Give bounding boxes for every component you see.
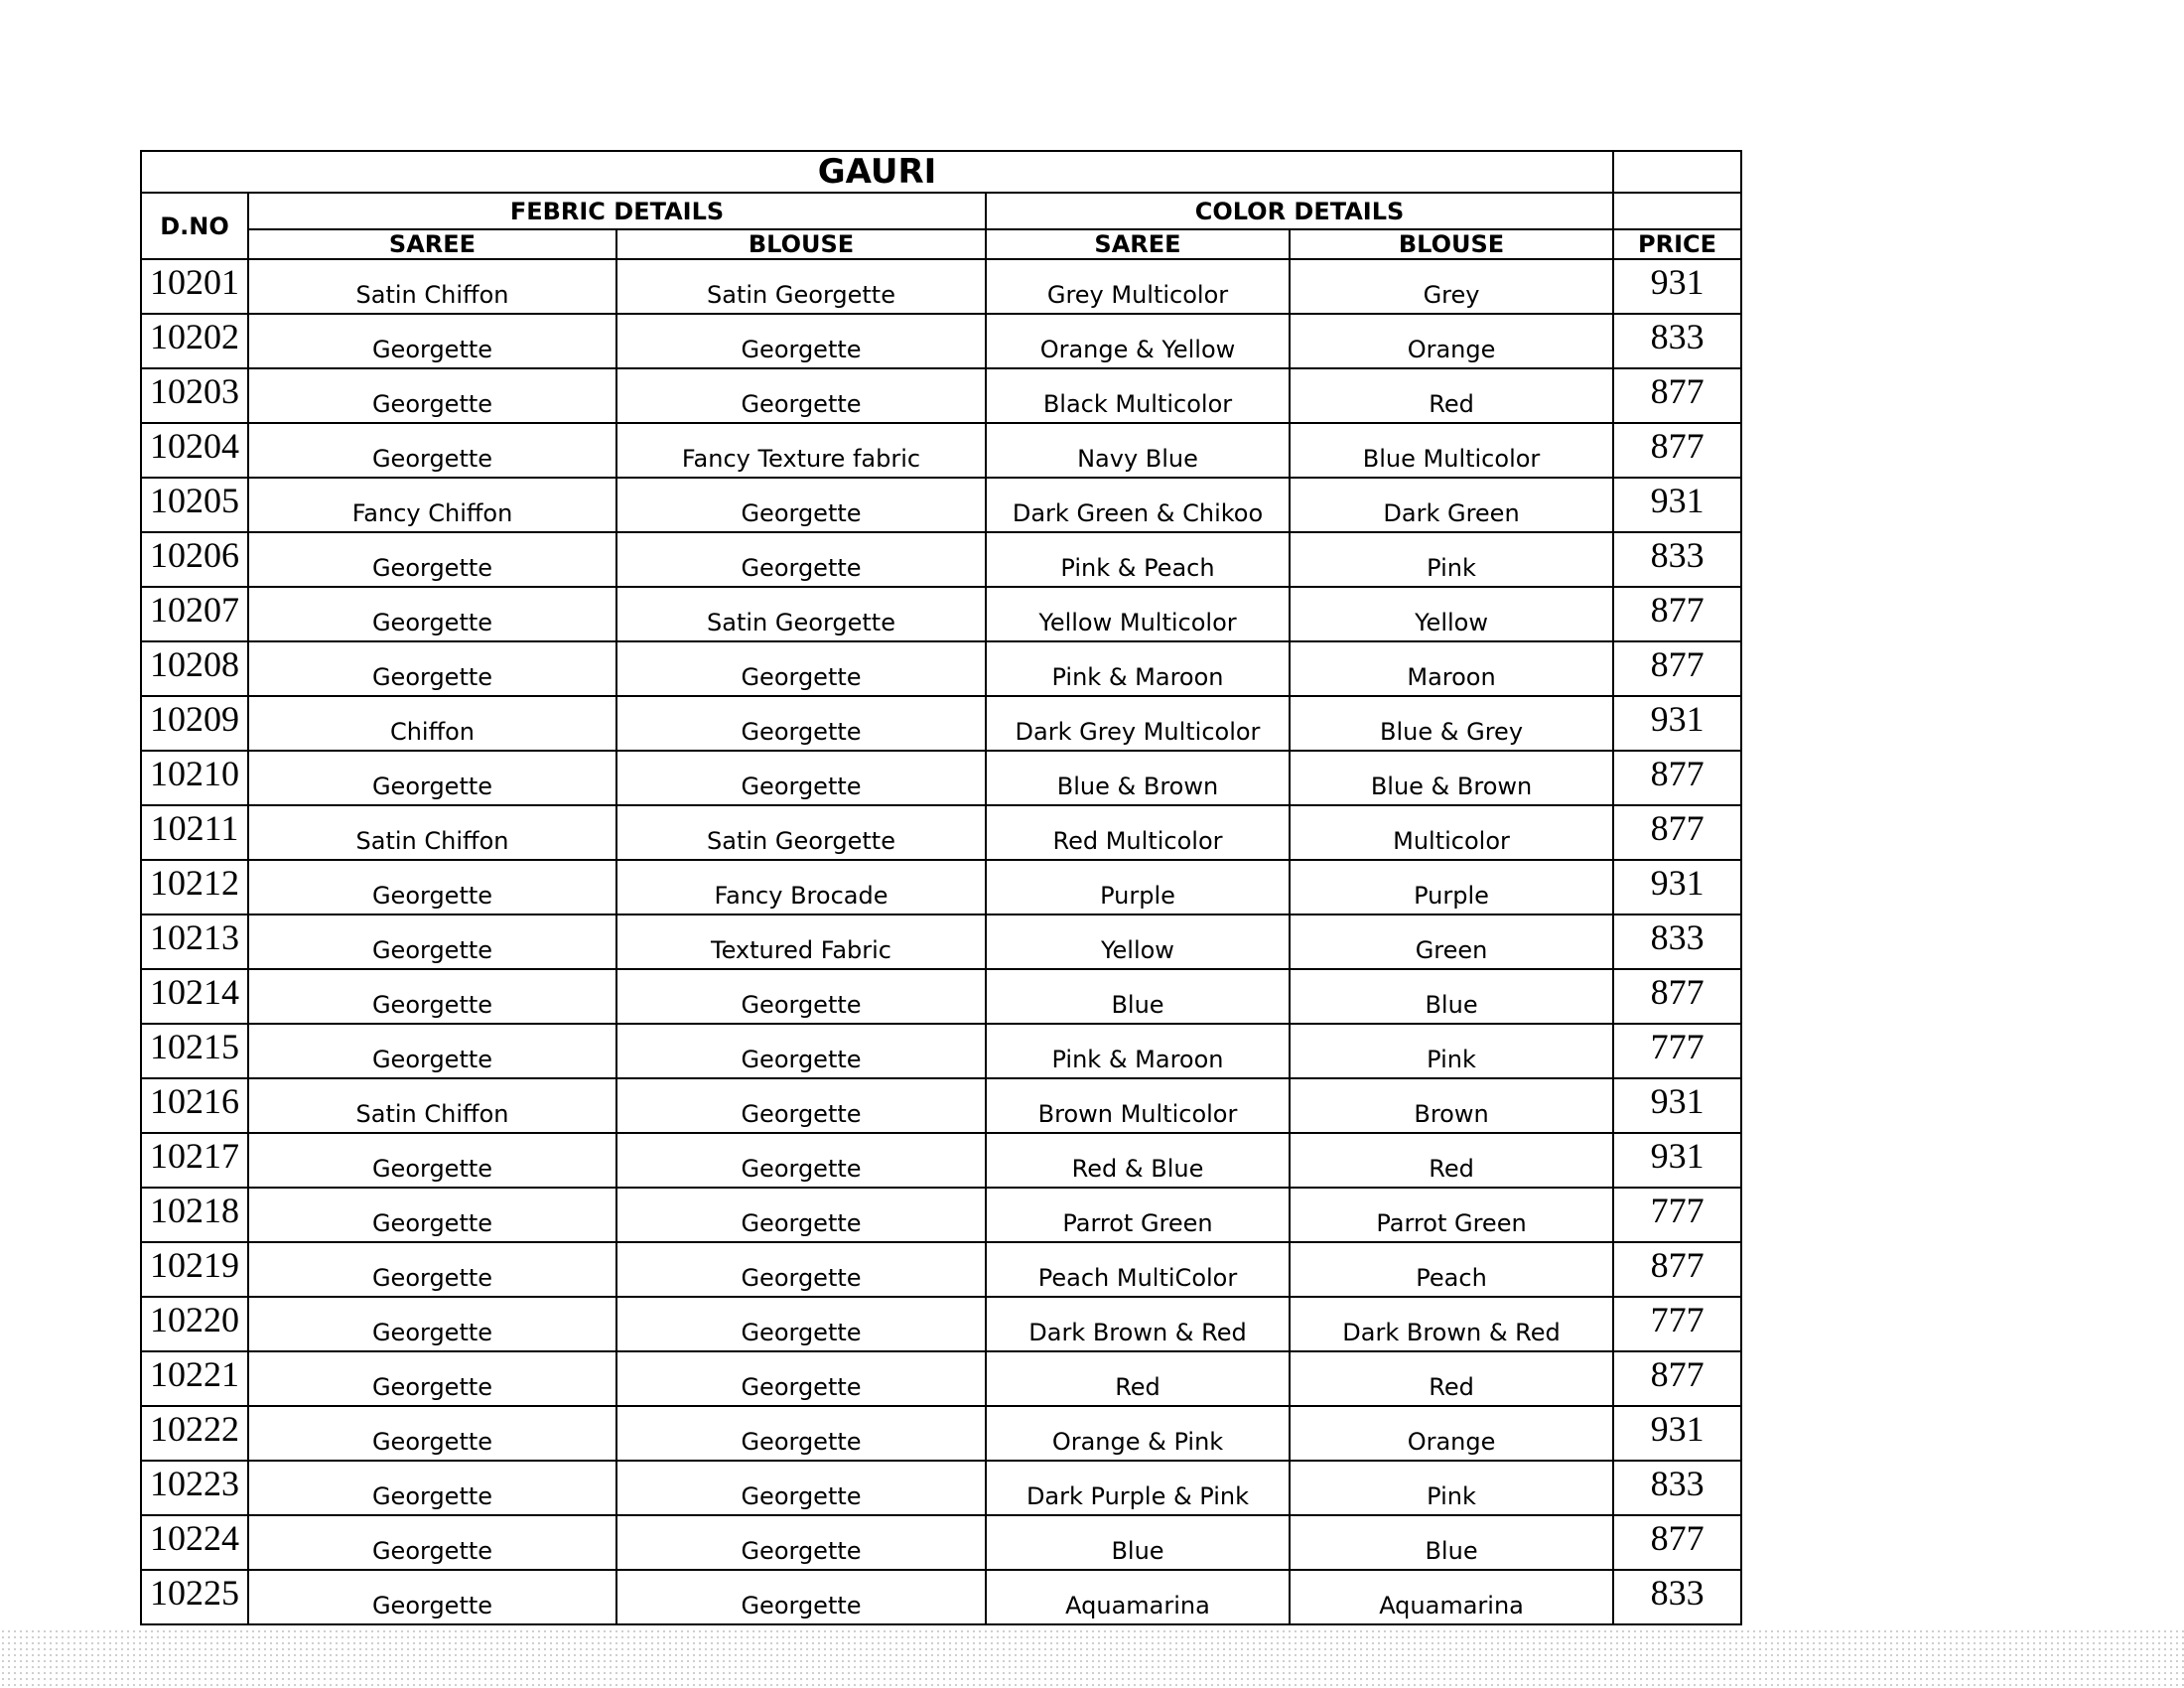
- cell-fabric-saree: Georgette: [248, 1188, 616, 1242]
- cell-price: 931: [1613, 1133, 1741, 1188]
- cell-fabric-blouse: Georgette: [616, 1406, 986, 1461]
- cell-color-blouse: Yellow: [1290, 587, 1613, 641]
- cell-fabric-blouse: Georgette: [616, 368, 986, 423]
- cell-fabric-blouse: Satin Georgette: [616, 259, 986, 314]
- cell-fabric-saree: Georgette: [248, 1024, 616, 1078]
- cell-dno: 10219: [141, 1242, 248, 1297]
- cell-price: 777: [1613, 1188, 1741, 1242]
- cell-fabric-blouse: Textured Fabric: [616, 914, 986, 969]
- cell-color-saree: Dark Purple & Pink: [986, 1461, 1290, 1515]
- cell-fabric-blouse: Georgette: [616, 751, 986, 805]
- cell-price: 777: [1613, 1024, 1741, 1078]
- cell-fabric-saree: Satin Chiffon: [248, 805, 616, 860]
- cell-dno: 10207: [141, 587, 248, 641]
- cell-color-blouse: Blue Multicolor: [1290, 423, 1613, 478]
- table-row: [141, 368, 1741, 423]
- cell-dno: 10202: [141, 314, 248, 368]
- table-row: [141, 805, 1741, 860]
- cell-fabric-blouse: Georgette: [616, 1242, 986, 1297]
- cell-price: 833: [1613, 1570, 1741, 1624]
- header-fabric-blouse: BLOUSE: [616, 229, 986, 259]
- cell-fabric-blouse: Georgette: [616, 1133, 986, 1188]
- table-row: [141, 1461, 1741, 1515]
- table-row: [141, 314, 1741, 368]
- cell-fabric-saree: Georgette: [248, 1406, 616, 1461]
- header-color-saree: SAREE: [986, 229, 1290, 259]
- cell-color-saree: Blue: [986, 1515, 1290, 1570]
- cell-dno: 10222: [141, 1406, 248, 1461]
- table-body: [141, 259, 1741, 1624]
- header-price: PRICE: [1613, 229, 1741, 259]
- cell-fabric-blouse: Georgette: [616, 1461, 986, 1515]
- cell-fabric-blouse: Georgette: [616, 1297, 986, 1351]
- cell-color-blouse: Red: [1290, 1133, 1613, 1188]
- cell-color-saree: Blue & Brown: [986, 751, 1290, 805]
- cell-color-saree: Yellow Multicolor: [986, 587, 1290, 641]
- cell-fabric-saree: Georgette: [248, 969, 616, 1024]
- table-row: [141, 1133, 1741, 1188]
- cell-price: 877: [1613, 1242, 1741, 1297]
- header-fabric-saree: SAREE: [248, 229, 616, 259]
- table-row: [141, 423, 1741, 478]
- cell-fabric-blouse: Satin Georgette: [616, 587, 986, 641]
- cell-color-saree: Peach MultiColor: [986, 1242, 1290, 1297]
- header-color-details: COLOR DETAILS: [986, 193, 1613, 229]
- cell-color-blouse: Maroon: [1290, 641, 1613, 696]
- cell-fabric-blouse: Georgette: [616, 1515, 986, 1570]
- cell-fabric-blouse: Georgette: [616, 1078, 986, 1133]
- cell-fabric-saree: Georgette: [248, 587, 616, 641]
- cell-price: 833: [1613, 1461, 1741, 1515]
- cell-fabric-blouse: Georgette: [616, 314, 986, 368]
- cell-price: 877: [1613, 368, 1741, 423]
- cell-fabric-blouse: Georgette: [616, 696, 986, 751]
- cell-dno: 10201: [141, 259, 248, 314]
- cell-dno: 10203: [141, 368, 248, 423]
- cell-color-saree: Pink & Maroon: [986, 641, 1290, 696]
- cell-fabric-saree: Georgette: [248, 751, 616, 805]
- cell-dno: 10204: [141, 423, 248, 478]
- cell-color-blouse: Blue: [1290, 1515, 1613, 1570]
- cell-dno: 10213: [141, 914, 248, 969]
- footer-dot-pattern: [0, 1628, 2184, 1688]
- cell-fabric-saree: Georgette: [248, 1133, 616, 1188]
- cell-dno: 10214: [141, 969, 248, 1024]
- cell-fabric-saree: Georgette: [248, 1461, 616, 1515]
- cell-fabric-saree: Satin Chiffon: [248, 259, 616, 314]
- cell-dno: 10221: [141, 1351, 248, 1406]
- cell-price: 877: [1613, 1515, 1741, 1570]
- table-row: [141, 532, 1741, 587]
- cell-price: 777: [1613, 1297, 1741, 1351]
- cell-color-blouse: Dark Green: [1290, 478, 1613, 532]
- table-title: GAURI: [141, 151, 1613, 193]
- cell-color-blouse: Red: [1290, 368, 1613, 423]
- cell-dno: 10216: [141, 1078, 248, 1133]
- cell-color-blouse: Blue & Brown: [1290, 751, 1613, 805]
- table-row: [141, 1570, 1741, 1624]
- title-blank-cell: [1613, 151, 1741, 193]
- cell-fabric-blouse: Georgette: [616, 478, 986, 532]
- table-row: [141, 587, 1741, 641]
- cell-dno: 10218: [141, 1188, 248, 1242]
- table-row: [141, 751, 1741, 805]
- cell-dno: 10212: [141, 860, 248, 914]
- cell-fabric-blouse: Fancy Texture fabric: [616, 423, 986, 478]
- cell-fabric-saree: Georgette: [248, 914, 616, 969]
- cell-color-saree: Orange & Yellow: [986, 314, 1290, 368]
- header-febric-details: FEBRIC DETAILS: [248, 193, 986, 229]
- cell-dno: 10223: [141, 1461, 248, 1515]
- cell-color-blouse: Orange: [1290, 1406, 1613, 1461]
- cell-dno: 10224: [141, 1515, 248, 1570]
- cell-price: 877: [1613, 587, 1741, 641]
- cell-dno: 10206: [141, 532, 248, 587]
- cell-dno: 10217: [141, 1133, 248, 1188]
- cell-dno: 10225: [141, 1570, 248, 1624]
- cell-color-blouse: Pink: [1290, 1461, 1613, 1515]
- cell-price: 833: [1613, 914, 1741, 969]
- cell-fabric-blouse: Fancy Brocade: [616, 860, 986, 914]
- cell-color-saree: Purple: [986, 860, 1290, 914]
- cell-fabric-saree: Georgette: [248, 314, 616, 368]
- cell-price: 931: [1613, 860, 1741, 914]
- cell-color-blouse: Blue & Grey: [1290, 696, 1613, 751]
- cell-fabric-saree: Georgette: [248, 1515, 616, 1570]
- cell-price: 877: [1613, 969, 1741, 1024]
- cell-color-saree: Brown Multicolor: [986, 1078, 1290, 1133]
- cell-price: 833: [1613, 532, 1741, 587]
- cell-fabric-saree: Georgette: [248, 532, 616, 587]
- cell-price: 931: [1613, 478, 1741, 532]
- cell-color-blouse: Pink: [1290, 532, 1613, 587]
- cell-color-saree: Pink & Peach: [986, 532, 1290, 587]
- header-blank-cell: [1613, 193, 1741, 229]
- cell-color-saree: Black Multicolor: [986, 368, 1290, 423]
- cell-fabric-saree: Georgette: [248, 1297, 616, 1351]
- cell-price: 931: [1613, 696, 1741, 751]
- cell-price: 931: [1613, 1406, 1741, 1461]
- cell-color-blouse: Brown: [1290, 1078, 1613, 1133]
- cell-fabric-blouse: Georgette: [616, 1024, 986, 1078]
- cell-dno: 10211: [141, 805, 248, 860]
- cell-price: 877: [1613, 751, 1741, 805]
- price-list-table: [140, 150, 1742, 1625]
- table-row: [141, 1406, 1741, 1461]
- cell-color-saree: Blue: [986, 969, 1290, 1024]
- cell-color-saree: Yellow: [986, 914, 1290, 969]
- cell-color-saree: Dark Green & Chikoo: [986, 478, 1290, 532]
- cell-color-saree: Navy Blue: [986, 423, 1290, 478]
- cell-price: 833: [1613, 314, 1741, 368]
- cell-dno: 10210: [141, 751, 248, 805]
- cell-dno: 10205: [141, 478, 248, 532]
- cell-fabric-blouse: Georgette: [616, 532, 986, 587]
- table-row: [141, 1024, 1741, 1078]
- cell-fabric-blouse: Satin Georgette: [616, 805, 986, 860]
- cell-color-saree: Grey Multicolor: [986, 259, 1290, 314]
- cell-fabric-saree: Georgette: [248, 1242, 616, 1297]
- cell-fabric-blouse: Georgette: [616, 1351, 986, 1406]
- cell-fabric-saree: Satin Chiffon: [248, 1078, 616, 1133]
- table-row: [141, 478, 1741, 532]
- cell-price: 877: [1613, 1351, 1741, 1406]
- cell-color-saree: Pink & Maroon: [986, 1024, 1290, 1078]
- cell-fabric-blouse: Georgette: [616, 1188, 986, 1242]
- cell-color-saree: Aquamarina: [986, 1570, 1290, 1624]
- cell-color-saree: Red: [986, 1351, 1290, 1406]
- table-row: [141, 641, 1741, 696]
- cell-fabric-saree: Georgette: [248, 423, 616, 478]
- table-row: [141, 259, 1741, 314]
- cell-color-saree: Red Multicolor: [986, 805, 1290, 860]
- cell-color-blouse: Purple: [1290, 860, 1613, 914]
- cell-dno: 10215: [141, 1024, 248, 1078]
- table-row: [141, 914, 1741, 969]
- header-dno: D.NO: [141, 193, 248, 259]
- cell-fabric-blouse: Georgette: [616, 1570, 986, 1624]
- cell-fabric-blouse: Georgette: [616, 641, 986, 696]
- cell-color-saree: Parrot Green: [986, 1188, 1290, 1242]
- cell-fabric-saree: Georgette: [248, 860, 616, 914]
- cell-color-saree: Red & Blue: [986, 1133, 1290, 1188]
- cell-dno: 10208: [141, 641, 248, 696]
- cell-fabric-saree: Fancy Chiffon: [248, 478, 616, 532]
- cell-color-blouse: Multicolor: [1290, 805, 1613, 860]
- cell-color-blouse: Parrot Green: [1290, 1188, 1613, 1242]
- cell-color-saree: Dark Grey Multicolor: [986, 696, 1290, 751]
- cell-color-blouse: Orange: [1290, 314, 1613, 368]
- table-row: [141, 969, 1741, 1024]
- cell-fabric-saree: Georgette: [248, 641, 616, 696]
- cell-fabric-saree: Georgette: [248, 1570, 616, 1624]
- cell-price: 931: [1613, 1078, 1741, 1133]
- cell-fabric-blouse: Georgette: [616, 969, 986, 1024]
- cell-color-blouse: Grey: [1290, 259, 1613, 314]
- cell-fabric-saree: Georgette: [248, 1351, 616, 1406]
- table-row: [141, 1515, 1741, 1570]
- cell-fabric-saree: Chiffon: [248, 696, 616, 751]
- cell-color-blouse: Red: [1290, 1351, 1613, 1406]
- cell-price: 877: [1613, 805, 1741, 860]
- table-row: [141, 1078, 1741, 1133]
- cell-color-saree: Dark Brown & Red: [986, 1297, 1290, 1351]
- cell-color-blouse: Green: [1290, 914, 1613, 969]
- cell-color-blouse: Blue: [1290, 969, 1613, 1024]
- table-row: [141, 860, 1741, 914]
- table-row: [141, 1188, 1741, 1242]
- cell-color-blouse: Aquamarina: [1290, 1570, 1613, 1624]
- table-row: [141, 1351, 1741, 1406]
- cell-price: 877: [1613, 423, 1741, 478]
- table-row: [141, 696, 1741, 751]
- cell-color-blouse: Pink: [1290, 1024, 1613, 1078]
- cell-price: 931: [1613, 259, 1741, 314]
- cell-color-saree: Orange & Pink: [986, 1406, 1290, 1461]
- table-row: [141, 1297, 1741, 1351]
- cell-price: 877: [1613, 641, 1741, 696]
- cell-color-blouse: Dark Brown & Red: [1290, 1297, 1613, 1351]
- cell-dno: 10209: [141, 696, 248, 751]
- cell-color-blouse: Peach: [1290, 1242, 1613, 1297]
- cell-fabric-saree: Georgette: [248, 368, 616, 423]
- table-row: [141, 1242, 1741, 1297]
- cell-dno: 10220: [141, 1297, 248, 1351]
- header-color-blouse: BLOUSE: [1290, 229, 1613, 259]
